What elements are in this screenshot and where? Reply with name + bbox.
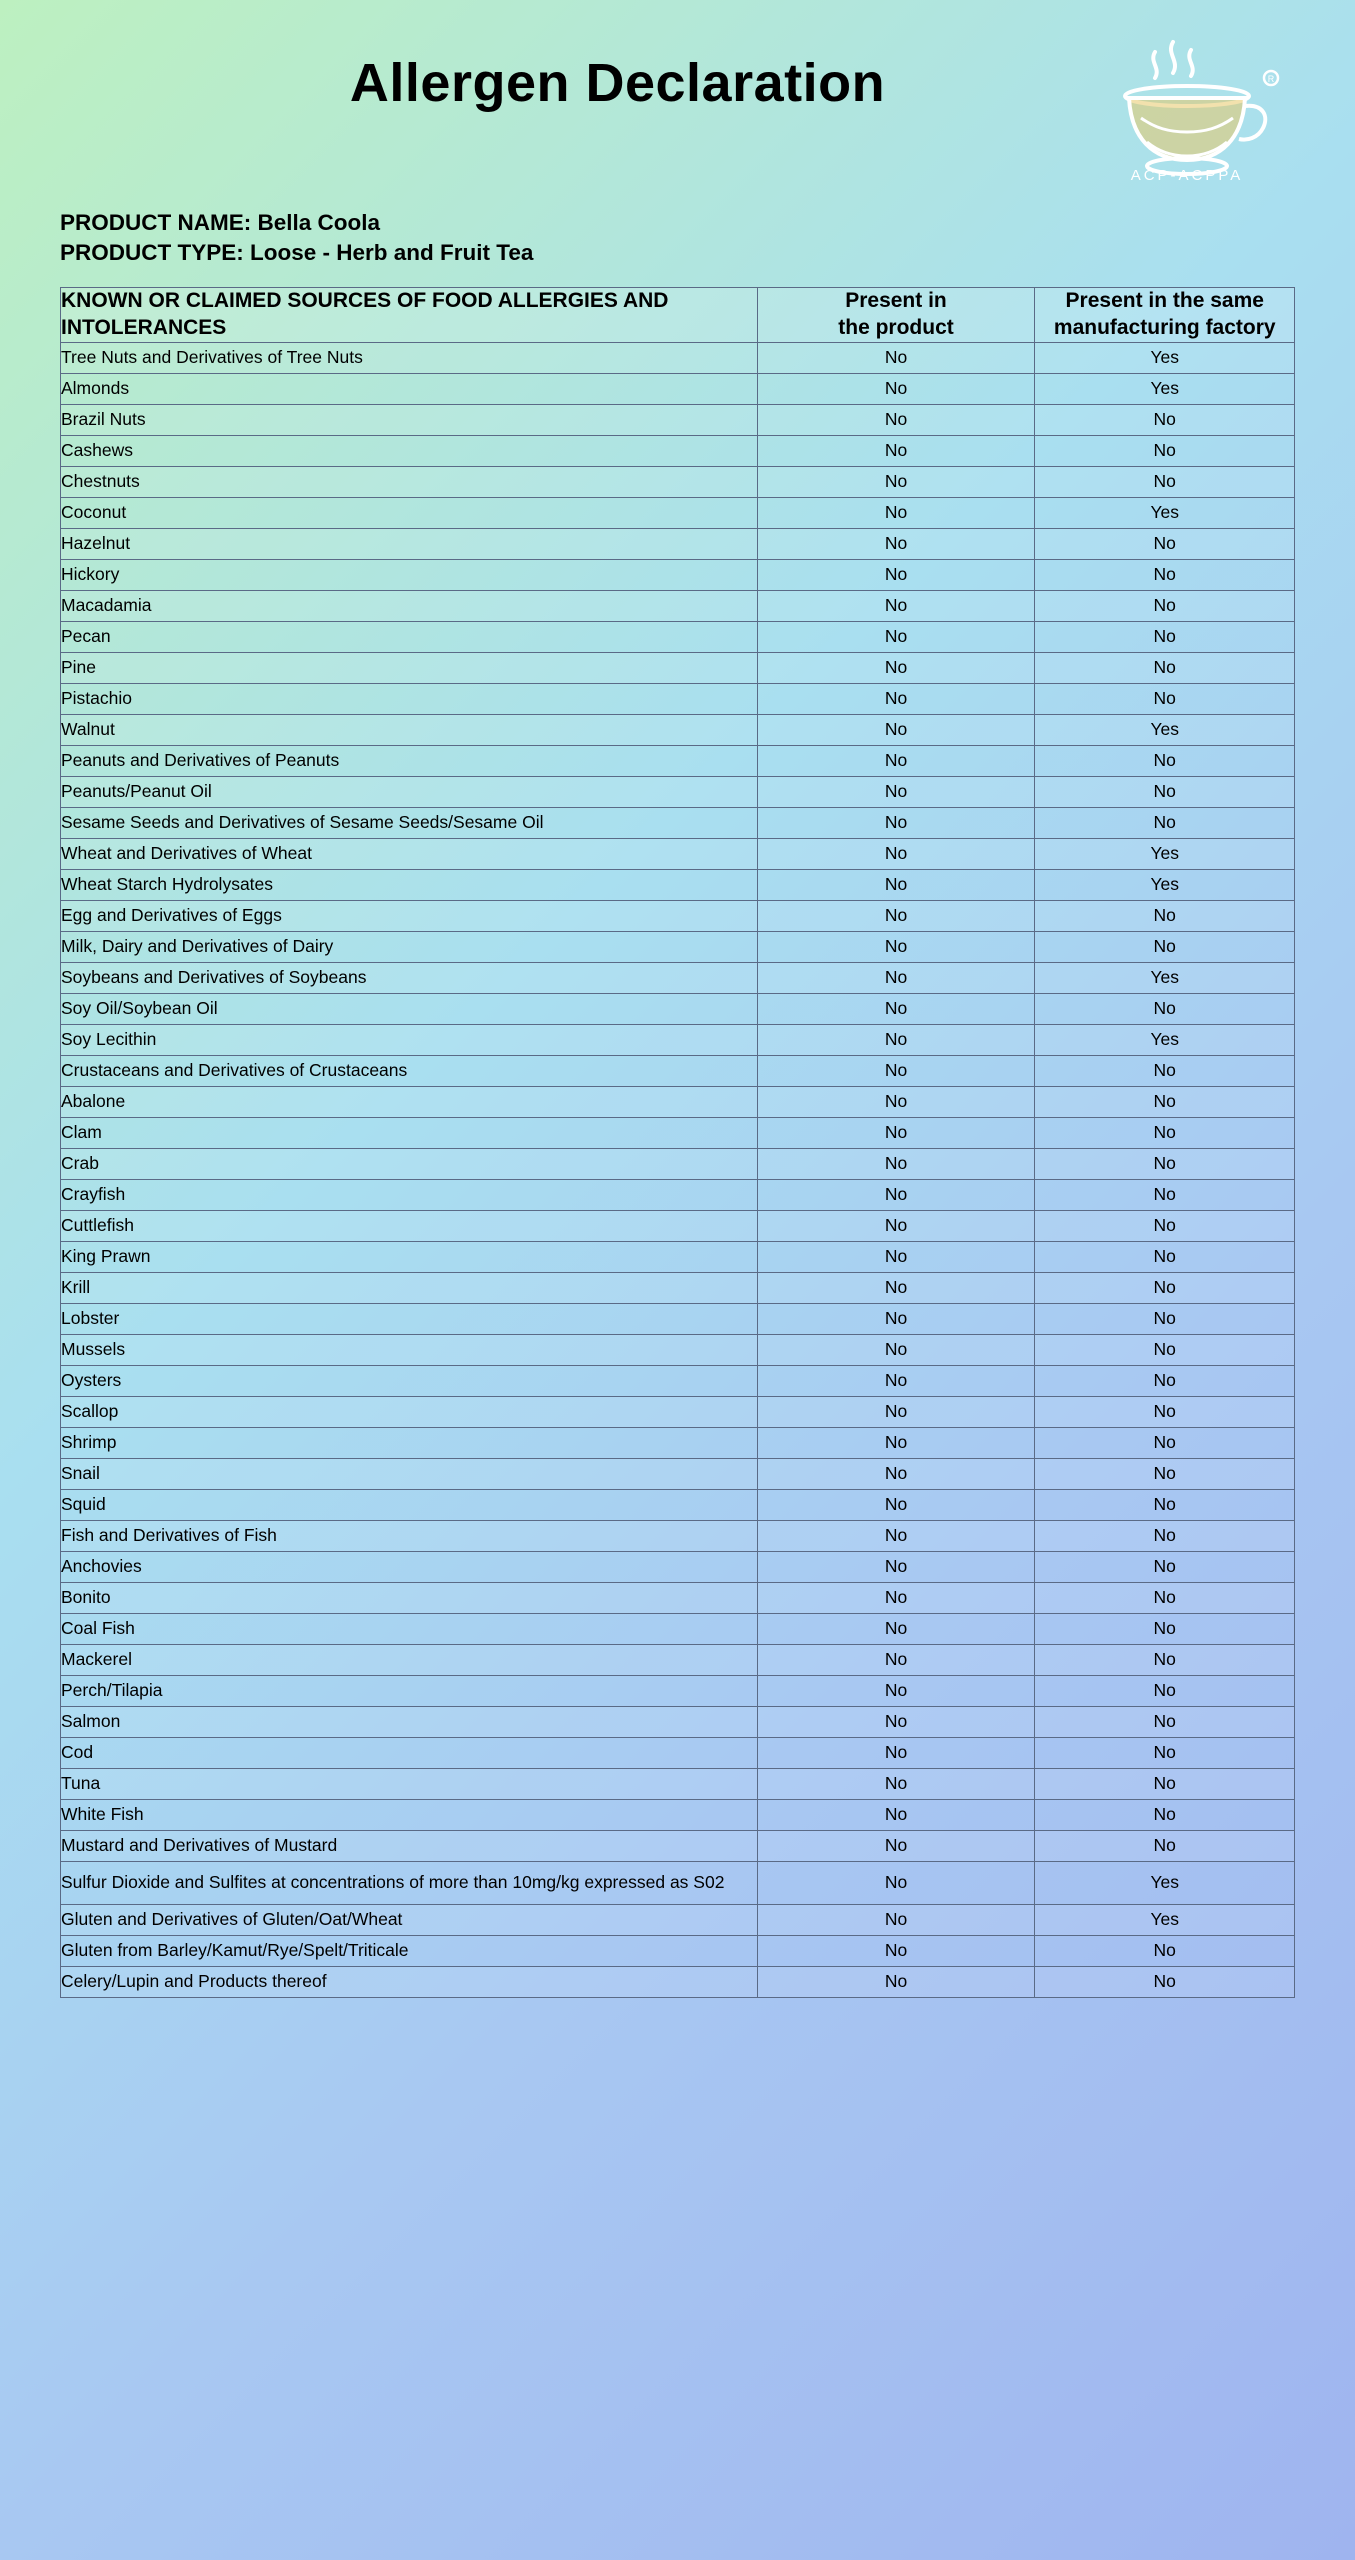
cell-same-factory: No <box>1035 1458 1295 1489</box>
table-row <box>61 1303 1295 1334</box>
table-row <box>61 373 1295 404</box>
cell-allergen-name: Coconut <box>61 497 758 528</box>
cell-present-in-product: No <box>757 1551 1035 1582</box>
table-row <box>61 1861 1295 1904</box>
cell-allergen-name: Abalone <box>61 1086 758 1117</box>
table-row <box>61 869 1295 900</box>
cell-present-in-product: No <box>757 1582 1035 1613</box>
cell-present-in-product: No <box>757 1458 1035 1489</box>
cell-same-factory: Yes <box>1035 962 1295 993</box>
cell-allergen-name: Pecan <box>61 621 758 652</box>
cell-same-factory: No <box>1035 1489 1295 1520</box>
cell-same-factory: Yes <box>1035 869 1295 900</box>
cell-present-in-product: No <box>757 1861 1035 1904</box>
table-row <box>61 838 1295 869</box>
cell-present-in-product: No <box>757 1210 1035 1241</box>
table-row <box>61 497 1295 528</box>
cell-same-factory: No <box>1035 1272 1295 1303</box>
cell-same-factory: No <box>1035 1396 1295 1427</box>
cell-same-factory: No <box>1035 683 1295 714</box>
table-row <box>61 1086 1295 1117</box>
cell-same-factory: No <box>1035 1210 1295 1241</box>
cell-allergen-name: Wheat and Derivatives of Wheat <box>61 838 758 869</box>
logo-wordmark: ACP-ACPPA <box>1130 167 1244 184</box>
cell-same-factory: No <box>1035 559 1295 590</box>
table-row <box>61 404 1295 435</box>
cell-same-factory: Yes <box>1035 1861 1295 1904</box>
cell-present-in-product: No <box>757 1737 1035 1768</box>
page-title: Allergen Declaration <box>349 53 886 113</box>
cell-same-factory: No <box>1035 1644 1295 1675</box>
table-row <box>61 1799 1295 1830</box>
cell-present-in-product: No <box>757 559 1035 590</box>
cell-same-factory: No <box>1035 993 1295 1024</box>
cell-allergen-name: White Fish <box>61 1799 758 1830</box>
cell-same-factory: No <box>1035 1086 1295 1117</box>
cell-allergen-name: Krill <box>61 1272 758 1303</box>
cell-same-factory: Yes <box>1035 838 1295 869</box>
cell-allergen-name: Sesame Seeds and Derivatives of Sesame Seeds/Sesame Oil <box>61 807 758 838</box>
table-row <box>61 1365 1295 1396</box>
cell-same-factory: No <box>1035 776 1295 807</box>
product-info <box>60 208 1295 269</box>
cell-same-factory: Yes <box>1035 497 1295 528</box>
cell-allergen-name: Crab <box>61 1148 758 1179</box>
cell-present-in-product: No <box>757 1241 1035 1272</box>
table-row <box>61 1334 1295 1365</box>
table-header <box>61 287 1295 342</box>
cell-same-factory: No <box>1035 528 1295 559</box>
table-row <box>61 590 1295 621</box>
cell-present-in-product: No <box>757 373 1035 404</box>
column-header-allergen-source: KNOWN OR CLAIMED SOURCES OF FOOD ALLERGIES AND INTOLERANCES <box>61 287 758 342</box>
table-row <box>61 1117 1295 1148</box>
cell-present-in-product: No <box>757 683 1035 714</box>
cell-same-factory: No <box>1035 1179 1295 1210</box>
cell-allergen-name: Chestnuts <box>61 466 758 497</box>
cell-same-factory: No <box>1035 621 1295 652</box>
cell-allergen-name: Milk, Dairy and Derivatives of Dairy <box>61 931 758 962</box>
cell-same-factory: No <box>1035 1737 1295 1768</box>
cell-same-factory: No <box>1035 1768 1295 1799</box>
cell-same-factory: No <box>1035 1334 1295 1365</box>
product-type-line: PRODUCT TYPE: Loose - Herb and Fruit Tea <box>60 240 534 266</box>
table-row <box>61 1427 1295 1458</box>
cell-present-in-product: No <box>757 1117 1035 1148</box>
cell-present-in-product: No <box>757 1179 1035 1210</box>
table-row <box>61 714 1295 745</box>
table-row <box>61 1644 1295 1675</box>
cell-allergen-name: Wheat Starch Hydrolysates <box>61 869 758 900</box>
cell-allergen-name: Shrimp <box>61 1427 758 1458</box>
table-row <box>61 1055 1295 1086</box>
cell-same-factory: No <box>1035 466 1295 497</box>
table-row <box>61 745 1295 776</box>
cell-same-factory: No <box>1035 1148 1295 1179</box>
cell-present-in-product: No <box>757 1706 1035 1737</box>
cell-present-in-product: No <box>757 1904 1035 1935</box>
table-row <box>61 1179 1295 1210</box>
cell-present-in-product: No <box>757 1086 1035 1117</box>
cell-allergen-name: Fish and Derivatives of Fish <box>61 1520 758 1551</box>
cell-allergen-name: Tuna <box>61 1768 758 1799</box>
table-row <box>61 1613 1295 1644</box>
table-row <box>61 1768 1295 1799</box>
table-row <box>61 807 1295 838</box>
cell-same-factory: No <box>1035 1241 1295 1272</box>
table-row <box>61 528 1295 559</box>
cell-same-factory: No <box>1035 1830 1295 1861</box>
table-row <box>61 1904 1295 1935</box>
cell-present-in-product: No <box>757 1644 1035 1675</box>
cell-same-factory: No <box>1035 745 1295 776</box>
cell-same-factory: No <box>1035 1551 1295 1582</box>
table-row <box>61 1241 1295 1272</box>
cell-allergen-name: Hazelnut <box>61 528 758 559</box>
table-row <box>61 776 1295 807</box>
cell-allergen-name: Oysters <box>61 1365 758 1396</box>
table-row <box>61 1148 1295 1179</box>
cell-same-factory: No <box>1035 1365 1295 1396</box>
cell-same-factory: No <box>1035 1055 1295 1086</box>
cell-present-in-product: No <box>757 807 1035 838</box>
cell-allergen-name: King Prawn <box>61 1241 758 1272</box>
cell-allergen-name: Coal Fish <box>61 1613 758 1644</box>
cell-present-in-product: No <box>757 590 1035 621</box>
cell-same-factory: No <box>1035 1303 1295 1334</box>
cell-same-factory: No <box>1035 1613 1295 1644</box>
cell-same-factory: No <box>1035 652 1295 683</box>
cell-present-in-product: No <box>757 435 1035 466</box>
cell-allergen-name: Gluten from Barley/Kamut/Rye/Spelt/Triticale <box>61 1935 758 1966</box>
cell-present-in-product: No <box>757 497 1035 528</box>
table-row <box>61 993 1295 1024</box>
table-row <box>61 435 1295 466</box>
cell-allergen-name: Macadamia <box>61 590 758 621</box>
cell-present-in-product: No <box>757 652 1035 683</box>
cell-present-in-product: No <box>757 342 1035 373</box>
cell-allergen-name: Peanuts/Peanut Oil <box>61 776 758 807</box>
cell-same-factory: No <box>1035 900 1295 931</box>
cell-allergen-name: Mackerel <box>61 1644 758 1675</box>
cell-present-in-product: No <box>757 466 1035 497</box>
cell-allergen-name: Sulfur Dioxide and Sulfites at concentrations of more than 10mg/kg expressed as S02 <box>61 1861 758 1904</box>
table-row <box>61 1520 1295 1551</box>
cell-allergen-name: Cod <box>61 1737 758 1768</box>
table-row <box>61 1210 1295 1241</box>
table-row <box>61 1272 1295 1303</box>
cell-allergen-name: Cashews <box>61 435 758 466</box>
cell-present-in-product: No <box>757 1935 1035 1966</box>
cell-present-in-product: No <box>757 745 1035 776</box>
cell-same-factory: No <box>1035 590 1295 621</box>
cell-present-in-product: No <box>757 1675 1035 1706</box>
cell-allergen-name: Gluten and Derivatives of Gluten/Oat/Wheat <box>61 1904 758 1935</box>
table-row <box>61 1737 1295 1768</box>
cell-present-in-product: No <box>757 1613 1035 1644</box>
cell-allergen-name: Bonito <box>61 1582 758 1613</box>
table-row <box>61 683 1295 714</box>
cell-same-factory: No <box>1035 807 1295 838</box>
cell-present-in-product: No <box>757 1024 1035 1055</box>
cell-allergen-name: Pine <box>61 652 758 683</box>
cell-same-factory: No <box>1035 404 1295 435</box>
table-row <box>61 559 1295 590</box>
table-row <box>61 1706 1295 1737</box>
cell-allergen-name: Clam <box>61 1117 758 1148</box>
cell-allergen-name: Squid <box>61 1489 758 1520</box>
document-header <box>60 24 1295 194</box>
cell-present-in-product: No <box>757 1148 1035 1179</box>
table-row <box>61 1396 1295 1427</box>
cell-allergen-name: Scallop <box>61 1396 758 1427</box>
cell-allergen-name: Lobster <box>61 1303 758 1334</box>
cell-same-factory: No <box>1035 931 1295 962</box>
table-row <box>61 900 1295 931</box>
cell-same-factory: No <box>1035 1117 1295 1148</box>
cell-present-in-product: No <box>757 838 1035 869</box>
cell-allergen-name: Soy Lecithin <box>61 1024 758 1055</box>
cell-allergen-name: Egg and Derivatives of Eggs <box>61 900 758 931</box>
table-row <box>61 931 1295 962</box>
cell-present-in-product: No <box>757 1520 1035 1551</box>
cell-same-factory: Yes <box>1035 373 1295 404</box>
cell-same-factory: No <box>1035 1675 1295 1706</box>
table-row <box>61 1675 1295 1706</box>
cell-allergen-name: Mustard and Derivatives of Mustard <box>61 1830 758 1861</box>
cell-same-factory: Yes <box>1035 714 1295 745</box>
column-header-present-line2: the product <box>838 315 954 339</box>
table-row <box>61 1935 1295 1966</box>
cell-present-in-product: No <box>757 1272 1035 1303</box>
product-name-line: PRODUCT NAME: Bella Coola <box>60 210 381 235</box>
cell-same-factory: Yes <box>1035 1024 1295 1055</box>
table-body <box>61 342 1295 1997</box>
cell-allergen-name: Perch/Tilapia <box>61 1675 758 1706</box>
cell-allergen-name: Pistachio <box>61 683 758 714</box>
cell-present-in-product: No <box>757 962 1035 993</box>
column-header-present-line1: Present in <box>845 288 947 312</box>
cell-allergen-name: Hickory <box>61 559 758 590</box>
cell-present-in-product: No <box>757 869 1035 900</box>
cell-allergen-name: Mussels <box>61 1334 758 1365</box>
cell-present-in-product: No <box>757 1055 1035 1086</box>
cell-present-in-product: No <box>757 1334 1035 1365</box>
cell-allergen-name: Brazil Nuts <box>61 404 758 435</box>
cell-allergen-name: Cuttlefish <box>61 1210 758 1241</box>
cell-same-factory: Yes <box>1035 1904 1295 1935</box>
cell-present-in-product: No <box>757 1768 1035 1799</box>
cell-same-factory: No <box>1035 1799 1295 1830</box>
cell-present-in-product: No <box>757 1799 1035 1830</box>
cell-same-factory: Yes <box>1035 342 1295 373</box>
column-header-same-factory: Present in the same manufacturing factory <box>1035 287 1295 342</box>
cell-present-in-product: No <box>757 1966 1035 1997</box>
table-header-row <box>61 287 1295 342</box>
cell-allergen-name: Almonds <box>61 373 758 404</box>
cell-allergen-name: Tree Nuts and Derivatives of Tree Nuts <box>61 342 758 373</box>
cell-allergen-name: Snail <box>61 1458 758 1489</box>
cell-present-in-product: No <box>757 404 1035 435</box>
cell-allergen-name: Walnut <box>61 714 758 745</box>
cell-same-factory: No <box>1035 435 1295 466</box>
table-row <box>61 342 1295 373</box>
cell-same-factory: No <box>1035 1520 1295 1551</box>
cell-same-factory: No <box>1035 1966 1295 1997</box>
column-header-present-in-product <box>757 287 1035 342</box>
cell-present-in-product: No <box>757 1396 1035 1427</box>
cell-allergen-name: Crustaceans and Derivatives of Crustaceans <box>61 1055 758 1086</box>
svg-text:R: R <box>1267 74 1275 84</box>
table-row <box>61 962 1295 993</box>
cell-allergen-name: Peanuts and Derivatives of Peanuts <box>61 745 758 776</box>
cell-present-in-product: No <box>757 1303 1035 1334</box>
cell-present-in-product: No <box>757 1427 1035 1458</box>
cell-same-factory: No <box>1035 1582 1295 1613</box>
allergen-table <box>60 287 1295 1998</box>
table-row <box>61 621 1295 652</box>
table-row <box>61 1966 1295 1997</box>
company-logo <box>1095 30 1285 190</box>
cell-allergen-name: Anchovies <box>61 1551 758 1582</box>
cell-present-in-product: No <box>757 621 1035 652</box>
cell-allergen-name: Celery/Lupin and Products thereof <box>61 1966 758 1997</box>
table-row <box>61 1024 1295 1055</box>
table-row <box>61 466 1295 497</box>
cell-same-factory: No <box>1035 1935 1295 1966</box>
table-row <box>61 652 1295 683</box>
cell-present-in-product: No <box>757 528 1035 559</box>
table-row <box>61 1582 1295 1613</box>
cell-present-in-product: No <box>757 1365 1035 1396</box>
cell-present-in-product: No <box>757 1830 1035 1861</box>
table-row <box>61 1458 1295 1489</box>
cell-present-in-product: No <box>757 1489 1035 1520</box>
table-row <box>61 1830 1295 1861</box>
cell-same-factory: No <box>1035 1706 1295 1737</box>
cell-allergen-name: Salmon <box>61 1706 758 1737</box>
cell-same-factory: No <box>1035 1427 1295 1458</box>
cell-allergen-name: Soy Oil/Soybean Oil <box>61 993 758 1024</box>
cell-present-in-product: No <box>757 900 1035 931</box>
table-row <box>61 1489 1295 1520</box>
cell-present-in-product: No <box>757 776 1035 807</box>
cell-present-in-product: No <box>757 993 1035 1024</box>
cell-present-in-product: No <box>757 931 1035 962</box>
table-row <box>61 1551 1295 1582</box>
cell-allergen-name: Soybeans and Derivatives of Soybeans <box>61 962 758 993</box>
cell-present-in-product: No <box>757 714 1035 745</box>
cell-allergen-name: Crayfish <box>61 1179 758 1210</box>
